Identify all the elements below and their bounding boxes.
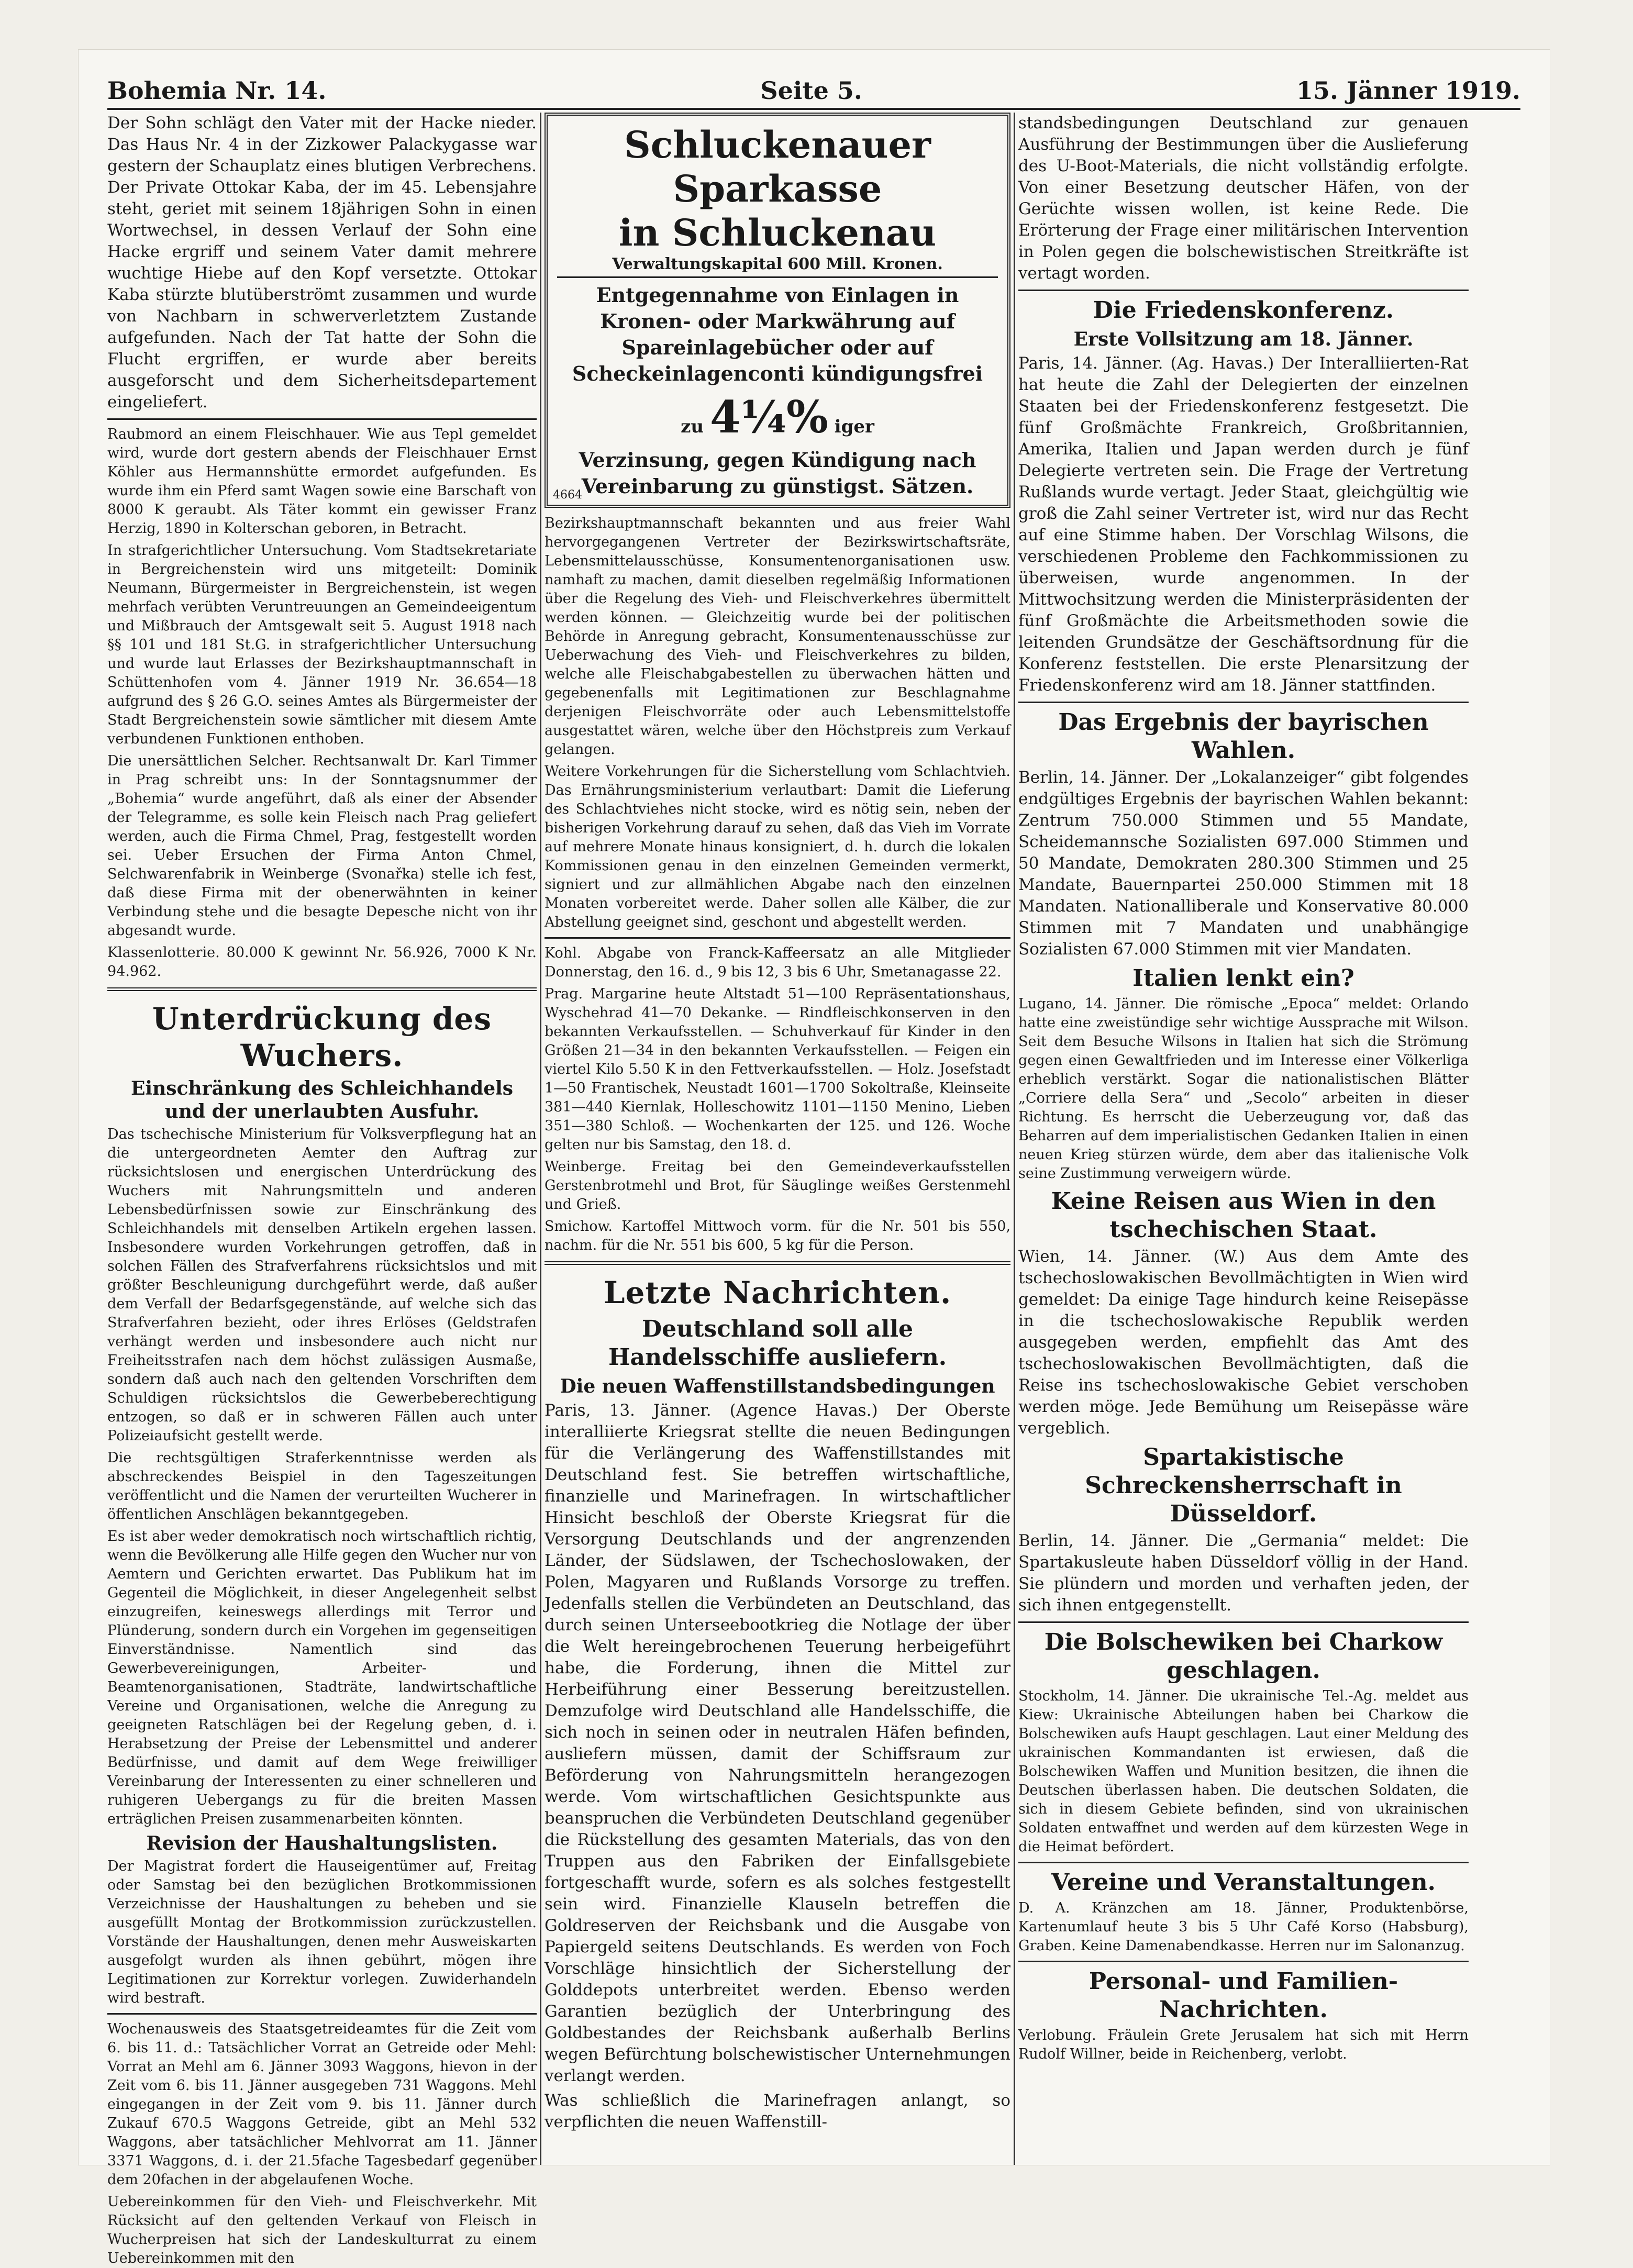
article-paragraph: Bezirkshauptmannschaft bekannten und aus freier Wahl hervorgegangenen Vertreter der Bezirkswirtschaftsräte, Lebensmittelausschüsse, Konsumentenorganisationen usw. namhaft zu machen, damit dieselben regelmäßig Informationen über die Regelung des Vieh- und Fleischverkehres übermittelt werden können. — Gleichzeitig wurde bei der politischen Behörde in Anregung gebracht, Konsumentenausschüsse zur Ueberwachung des Vieh- und Fleischverkehres zu bilden, welche alle Fleischabgabestellen zu überwachen hätten und gegebenenfalls mit Legitimationen zur Beschlagnahme derjenigen Fleischvorräte oder auch Lebensmittelstoffe ausgestattet wären, welche über den Höchstpreis zum Verkauf gelangen. xyxy=(545,515,1010,758)
article-paragraph: Smichow. Kartoffel Mittwoch vorm. für die Nr. 501 bis 550, nachm. für die Nr. 551 bis 600, 5 kg für die Person. xyxy=(545,1218,1010,1253)
headline-charkow: Die Bolschewiken bei Charkow geschlagen. xyxy=(1044,1629,1443,1684)
divider xyxy=(107,418,537,420)
advertisement-sparkasse xyxy=(545,113,1010,508)
divider xyxy=(107,987,537,991)
article-paragraph: Raubmord an einem Fleischhauer. Wie aus Tepl gemeldet wird, wurde dort gestern abends der Fleischhauer Ernst Köhler aus Hermannshütte ermordet aufgefunden. Es wurde ihm ein Pferd samt Wagen sowie eine Barschaft von 8000 K geraubt. Als Täter kommt ein gewisser Franz Herzig, 1890 in Kolterschan geboren, in Betracht. xyxy=(107,426,537,537)
article-paragraph: In strafgerichtlicher Untersuchung. Vom Stadtsekretariate in Bergreichenstein wird uns mitgeteilt: Dominik Neumann, Bürgermeister in Bergreichenstein, ist wegen mehrfach verübten Veruntreuungen an Gemeindeeigentum und Mißbrauch der Amtsgewalt seit 5. August 1918 nach §§ 101 und 181 St.G. in strafgerichtlicher Untersuchung und wurde laut Erlasses der Bezirkshauptmannschaft in Schüttenhofen vom 4. Jänner 1919 Nr. 36.654—18 aufgrund des § 26 G.O. seines Amtes als Bürgermeister der Stadt Bergreichenstein sowie sämtlicher mit diesem Amte verbundenen Funktionen enthoben. xyxy=(107,542,537,747)
column-2 xyxy=(545,113,1010,2165)
article-paragraph: Paris, 14. Jänner. (Ag. Havas.) Der Interalliierten-Rat hat heute die Zahl der Delegierten der einzelnen Staaten bei der Friedenskonferenz festgesetzt. Die fünf Großmächte Frankreich, Großbritannien, Amerika, Italien und Japan werden durch je fünf Delegierte vertreten sein. Die Frage der Vertretung Rußlands wurde vertagt. Jeder Staat, gleichgültig wie groß die Zahl seiner Vertreter ist, wird nur das Recht auf eine Stimme haben. Der Vorschlag Wilsons, die verschiedenen Probleme den Fachkommissionen zu überweisen, wurde angenommen. In der Mittwochsitzung werden die Ministerpräsidenten der fünf Großmächte die Arbeitsmethoden sowie die leitenden Grundsätze der Geschäftsordnung für die Konferenz feststellen. Die erste Plenarsitzung der Friedenskonferenz wird am 18. Jänner stattfinden. xyxy=(1018,354,1469,695)
article-paragraph: Wien, 14. Jänner. (W.) Aus dem Amte des tschechoslowakischen Bevollmächtigten in Wien wird gemeldet: Da einige Tage hindurch keine Reisepässe in die tschechoslowakische Republik werden ausgegeben werden, empfiehlt das Amt des tschechoslowakischen Bevollmächtigten, daß die Reise ins tschechoslowakische Gebiet verschoben werden möge. Jede Bemühung um Reisepässe wäre vergeblich. xyxy=(1018,1247,1469,1438)
article-paragraph: Berlin, 14. Jänner. Der „Lokalanzeiger“ gibt folgendes endgültiges Ergebnis der bayrischen Wahlen bekannt: Zentrum 750.000 Stimmen und 55 Mandate, Scheidemannsche Sozialisten 697.000 Stimmen und 50 Mandate, Demokraten 280.300 Stimmen und 25 Mandate, Bauernpartei 250.000 Stimmen mit 18 Mandaten. Nationalliberale und Konservative 80.000 Stimmen mit 7 Mandaten und unabhängige Sozialisten 67.000 Stimmen mit vier Mandaten. xyxy=(1018,768,1469,959)
article-paragraph: Weinberge. Freitag bei den Gemeindeverkaufsstellen Gerstenbrotmehl und Brot, für Säuglinge weißes Gerstenmehl und Grieß. xyxy=(545,1159,1010,1213)
divider xyxy=(545,937,1010,939)
headline-reisen-wien: Keine Reisen aus Wien in den tschechischen Staat. xyxy=(1051,1188,1436,1243)
divider xyxy=(1018,1961,1469,1962)
headline-revision: Revision der Haushaltungslisten. xyxy=(146,1832,498,1854)
ad-title: Schluckenauer Sparkasse xyxy=(624,123,931,210)
header-left: Bohemia Nr. 14. xyxy=(107,76,327,105)
article-paragraph: Kohl. Abgabe von Franck-Kaffeersatz an alle Mitglieder Donnerstag, den 16. d., 9 bis 12, 3 bis 6 Uhr, Smetanagasse 22. xyxy=(545,945,1010,980)
column-divider xyxy=(540,113,541,2165)
divider xyxy=(1018,1621,1469,1623)
article-paragraph: Wochenausweis des Staatsgetreideamtes für die Zeit vom 6. bis 11. d.: Tatsächlicher Vorrat an Getreide oder Mehl: Vorrat an Mehl am 6. Jänner 3093 Waggons, hievon in der Zeit vom 6. bis 11. Jänner ausgegeben 731 Waggons. Mehl eingegangen in der Zeit vom 9. bis 11. Jänner durch Zukauf 670.5 Waggons Getreide, gibt an Mehl 532 Waggons, aber tatsächlicher Mehlvorrat am 11. Jänner 3371 Waggons, d. i. der 21.5fache Tagesbedarf gegenüber dem 20fachen in der abgelaufenen Woche. xyxy=(107,2021,537,2188)
divider xyxy=(545,1261,1010,1265)
divider xyxy=(1018,290,1469,291)
article-paragraph: Stockholm, 14. Jänner. Die ukrainische Tel.-Ag. meldet aus Kiew: Ukrainische Abteilungen haben bei Charkow die Bolschewiken aufs Haupt geschlagen. Laut einer Meldung des ukrainischen Kommandanten ist erwiesen, daß die Bolschewiken Waffen und Munition besitzen, die ihnen die Deutschen überlassen haben. Die deutschen Soldaten, die sich in diesem Gebiete befinden, sind von ukrainischen Soldaten entwaffnet und werden auf dem kürzesten Wege in die Heimat befördert. xyxy=(1018,1688,1469,1855)
ad-interest-rate xyxy=(557,391,998,443)
article-paragraph: Berlin, 14. Jänner. Die „Germania“ meldet: Die Spartakusleute haben Düsseldorf völlig in der Hand. Sie plündern und morden und verhaften jeden, der sich ihnen entgegenstellt. xyxy=(1018,1531,1469,1615)
article-paragraph: Prag. Margarine heute Altstadt 51—100 Repräsentationshaus, Wyschehrad 41—70 Dekanke. — Rindfleischkonserven in den bekannten Verkaufsstellen. — Schuhverkauf für Kinder in den Größen 21—34 in den bekannten Verkaufsstellen. — Feigen ein viertel Kilo 5.50 K in den Fettverkaufsstellen. — Holz. Josefstadt 1—50 Frantischek, Neustadt 1601—1700 Sokoltraße, Kleinseite 381—440 Kiernlak, Holleschowitz 1101—1150 Menino, Lieben 351—380 Schloß. — Wochenkarten der 125. und 126. Woche gelten nur bis Samstag, den 18. d. xyxy=(545,986,1010,1153)
headline-personal: Personal- und Familien-Nachrichten. xyxy=(1088,1968,1398,2023)
article-paragraph: Uebereinkommen für den Vieh- und Fleischverkehr. Mit Rücksicht auf den geltenden Verkauf von Fleisch in Wucherpreisen hat sich der Landeskulturrat zu einem Uebereinkommen mit den xyxy=(107,2194,537,2266)
headline-italien: Italien lenkt ein? xyxy=(1132,965,1354,992)
article-paragraph: Weitere Vorkehrungen für die Sicherstellung vom Schlachtvieh. Das Ernährungsministerium verlautbart: Damit die Lieferung des Schlachtviehes nicht stocke, wird es nötig sein, neben der bisherigen Vorkehrung darauf zu sehen, daß das Vieh im Vorrate auf mehrere Monate hinaus konsigniert, d. h. durch die lokalen Kommissionen genau in den einzelnen Gemeinden vermerkt, signiert und zur allmählichen Abgabe nach den einzelnen Monaten vorbereitet werde. Daher sollen alle Kälber, die zur Abstellung geeignet sind, geschont und abgestellt werden. xyxy=(545,763,1010,930)
column-1 xyxy=(107,113,537,2266)
header-right: 15. Jänner 1919. xyxy=(1296,76,1520,105)
ad-rate-value: 4¼% xyxy=(709,391,828,443)
headline-spartakus: Spartakistische Schreckensherrschaft in Düsseldorf. xyxy=(1085,1444,1402,1527)
ad-rate-suffix: iger xyxy=(834,416,874,437)
article-paragraph: D. A. Kränzchen am 18. Jänner, Produktenbörse, Kartenumlauf heute 3 bis 5 Uhr Café Korso (Habsburg), Graben. Keine Damenabendkasse. Herren nur im Salonanzug. xyxy=(1018,1900,1469,1954)
article-paragraph: Die rechtsgültigen Straferkenntnisse werden als abschreckendes Beispiel in den Tageszeitungen veröffentlicht und die Namen der verurteilten Wucherer in öffentlichen Anschlägen bekanntgegeben. xyxy=(107,1450,537,1522)
ad-rate-prefix: zu xyxy=(681,416,704,437)
column-divider xyxy=(1014,113,1015,2165)
headline-deutschland: Deutschland soll alle Handelsschiffe ausliefern. xyxy=(608,1316,947,1371)
headline-letzte-nachrichten: Letzte Nachrichten. xyxy=(603,1275,952,1310)
article-paragraph: Lugano, 14. Jänner. Die römische „Epoca“ meldet: Orlando hatte eine zweistündige sehr wichtige Aussprache mit Wilson. Seit dem Besuche Wilsons in Italien hat sich die Strömung gegen einen Gewaltfrieden und im Interesse einer Völkerliga erheblich verstärkt. Sogar die nationalistischen Blätter „Corriere della Sera“ und „Secolo“ arbeiten in dieser Richtung. Es herrscht die Ueberzeugung vor, daß das Beharren auf dem imperialistischen Gedanken Italien in einen neuen Krieg stürzen würde, dem aber das italienische Volk seine Zustimmung verweigern würde. xyxy=(1018,996,1469,1182)
headline-bayrische-wahlen: Das Ergebnis der bayrischen Wahlen. xyxy=(1058,709,1429,764)
subheadline-deutschland: Die neuen Waffenstillstandsbedingungen xyxy=(560,1375,995,1397)
divider xyxy=(107,2013,537,2015)
article-paragraph: Das tschechische Ministerium für Volksverpflegung hat an die untergeordneten Aemter den Auftrag zur rücksichtslosen und energischen Unterdrückung des Wuchers mit Nahrungsmitteln und anderen Lebensbedürfnissen sowie zur Einschränkung des Schleichhandels mit denselben Artikeln ergehen lassen. Insbesondere wurden Vorkehrungen getroffen, daß in solchen Fällen des Strafverfahrens rücksichtslos und mit größter Beschleunigung durchgeführt werde, daß außer dem Verfall der Bedarfsgegenstände, auf welche sich das Strafverfahren bezieht, oder ihres Erlöses (Geldstrafen verhängt werden und insbesondere auch nicht nur Freiheitsstrafen nach dem höchst zulässigen Ausmaße, sondern daß auch nach den geltenden Vorschriften dem Schuldigen rücksichtslos die Gewerbeberechtigung entzogen, so daß er in schweren Fällen auch unter Polizeiaufsicht gestellt werde. xyxy=(107,1126,537,1444)
column-3 xyxy=(1018,113,1469,2165)
ad-title-location: in Schluckenau xyxy=(618,211,937,254)
article-paragraph: Klassenlotterie. 80.000 K gewinnt Nr. 56.926, 7000 K Nr. 94.962. xyxy=(107,944,537,980)
ad-capital: Verwaltungskapital 600 Mill. Kronen. xyxy=(557,255,998,278)
headline-wucher: Unterdrückung des Wuchers. xyxy=(152,1001,492,1073)
header-center: Seite 5. xyxy=(760,76,862,105)
ad-footer: Verzinsung, gegen Kündigung nach Vereinbarung zu günstigst. Sätzen. xyxy=(579,448,976,498)
article-paragraph: Paris, 13. Jänner. (Agence Havas.) Der Oberste interalliierte Kriegsrat stellte die neuen Bedingungen für die Verlängerung des Waffenstillstandes mit Deutschland fest. Sie betreffen wirtschaftliche, finanzielle und Marinefragen. In wirtschaftlicher Hinsicht beschloß der Oberste Kriegsrat für die Versorgung Deutschlands und der angrenzenden Länder, der Südslawen, der Tschechoslowaken, der Polen, Magyaren und Rußlands Vorsorge zu treffen. Jedenfalls stellen die Verbündeten an Deutschland, das durch seinen Unterseebootkrieg die Notlage der über die Welt hereingebrochenen Teuerung herbeigeführt habe, die Forderung, ihnen die Mittel zur Herbeiführung einer Besserung bereitzustellen. Demzufolge wird Deutschland alle Handelsschiffe, die sich noch in seinen oder in neutralen Häfen befinden, ausliefern müssen, damit der Schiffsraum zur Beförderung von Nahrungsmitteln herangezogen werde. Vom wirtschaftlichen Gesichtspunkte aus beanspruchen die Verbündeten Deutschland gegenüber die Rückstellung des gesamten Materials, das von den Truppen aus den Fabriken der Einfallsgebiete fortgeschafft wurde, sofern es als solches festgestellt sein wird. Finanzielle Klauseln betreffen die Goldreserven der Reichsbank und die Ausgabe von Papiergeld seitens Deutschlands. Es werden von Foch Vorschläge hinsichtlich der Sicherstellung der Golddepots unterbreitet werden. Ebenso werden Garantien bezüglich der Unterbringung des Goldbestandes der Reichsbank außerhalb Berlins wegen Befürchtung bolschewistischer Unternehmungen verlangt werden. xyxy=(545,1401,1010,2085)
article-paragraph: Die unersättlichen Selcher. Rechtsanwalt Dr. Karl Timmer in Prag schreibt uns: In der Sonntagsnummer der „Bohemia“ wurde angeführt, daß als einer der Absender der Telegramme, es solle kein Fleisch nach Prag geliefert werden, auch die Firma Chmel, Prag, festgestellt worden sei. Ueber Ersuchen der Firma Anton Chmel, Selchwarenfabrik in Weinberge (Svonařka) stelle ich fest, daß diese Firma mit der obenerwähnten in keiner Verbindung stehe und die besagte Depesche nicht von ihr abgesandt wurde. xyxy=(107,753,537,939)
ad-number: 4664 xyxy=(553,488,582,502)
ad-body: Entgegennahme von Einlagen in Kronen- oder Markwährung auf Spareinlagebücher oder auf Scheckeinlagenconti kündigungsfrei xyxy=(572,283,983,385)
subheadline-wucher: Einschränkung des Schleichhandels und der unerlaubten Ausfuhr. xyxy=(130,1077,514,1122)
divider xyxy=(1018,702,1469,703)
divider xyxy=(1018,1862,1469,1863)
headline-friedenskonferenz: Die Friedenskonferenz. xyxy=(1093,297,1394,324)
subheadline-friedenskonferenz: Erste Vollsitzung am 18. Jänner. xyxy=(1073,328,1414,350)
running-header xyxy=(107,68,1520,110)
article-paragraph: standsbedingungen Deutschland zur genauen Ausführung der Bestimmungen über die Auslieferung des U-Boot-Materials, die nicht vollständig erfolgte. Von einer Besetzung deutscher Häfen, von der Gerüchte wissen wollen, ist keine Rede. Die Erörterung der Frage einer militärischen Intervention in Polen gegen die bolschewistischen Streitkräfte ist vertagt worden. xyxy=(1018,114,1469,283)
article-paragraph: Es ist aber weder demokratisch noch wirtschaftlich richtig, wenn die Bevölkerung alle Hilfe gegen den Wucher nur von Aemtern und Gerichten erwartet. Das Publikum hat im Gegenteil die Möglichkeit, in dieser Angelegenheit selbst einzugreifen, keineswegs allerdings mit Terror und Plünderung, sondern durch ein Vorgehen im gegenseitigen Einverständnisse. Namentlich sind das Gewerbevereinigungen, Arbeiter- und Beamtenorganisationen, Stadträte, landwirtschaftliche Vereine und Organisationen, welche die Anregung zu geeigneten Ratschlägen bei der Regelung geben, d. i. Herabsetzung der Preise der Lebensmittel und anderer Bedürfnisse, und damit auf dem Wege freiwilliger Vereinbarung der Interessenten zu einer schnelleren und ruhigeren Uebergangs zu für die breiten Massen erträglichen Preisen zusammenarbeiten könnten. xyxy=(107,1528,537,1827)
article-paragraph: Was schließlich die Marinefragen anlangt, so verpflichten die neuen Waffenstill- xyxy=(545,2091,1010,2131)
headline-vereine: Vereine und Veranstaltungen. xyxy=(1051,1869,1436,1896)
article-paragraph: Der Magistrat fordert die Hauseigentümer auf, Freitag oder Samstag bei den bezüglichen Brotkommissionen Verzeichnisse der Haushaltungen zu beheben und sie ausgefüllt Montag der Brotkommission zurückzustellen. Vorstände der Haushaltungen, denen mehr Ausweiskarten ausgefolgt wurden als ihnen gebührt, mögen ihre Legitimationen zur Korrektur vorlegen. Zuwiderhandeln wird bestraft. xyxy=(107,1858,537,2006)
article-paragraph: Verlobung. Fräulein Grete Jerusalem hat sich mit Herrn Rudolf Willner, beide in Reichenberg, verlobt. xyxy=(1018,2027,1469,2062)
article-paragraph: Der Sohn schlägt den Vater mit der Hacke nieder. Das Haus Nr. 4 in der Zizkower Palackygasse war gestern der Schauplatz eines blutigen Verbrechens. Der Private Ottokar Kaba, der im 45. Lebensjahre steht, geriet mit seinem 18jährigen Sohn in einen Wortwechsel, in dessen Verlauf der Sohn eine Hacke ergriff und seinem Vater damit mehrere wuchtige Hiebe auf den Kopf versetzte. Ottokar Kaba stürzte blutüberströmt zusammen und wurde von Nachbarn in schwerverletztem Zustande aufgefunden. Nach der Tat hatte der Sohn die Flucht ergriffen, er wurde aber bereits ausgeforscht und dem Sicherheitsdepartement eingeliefert. xyxy=(107,114,537,412)
